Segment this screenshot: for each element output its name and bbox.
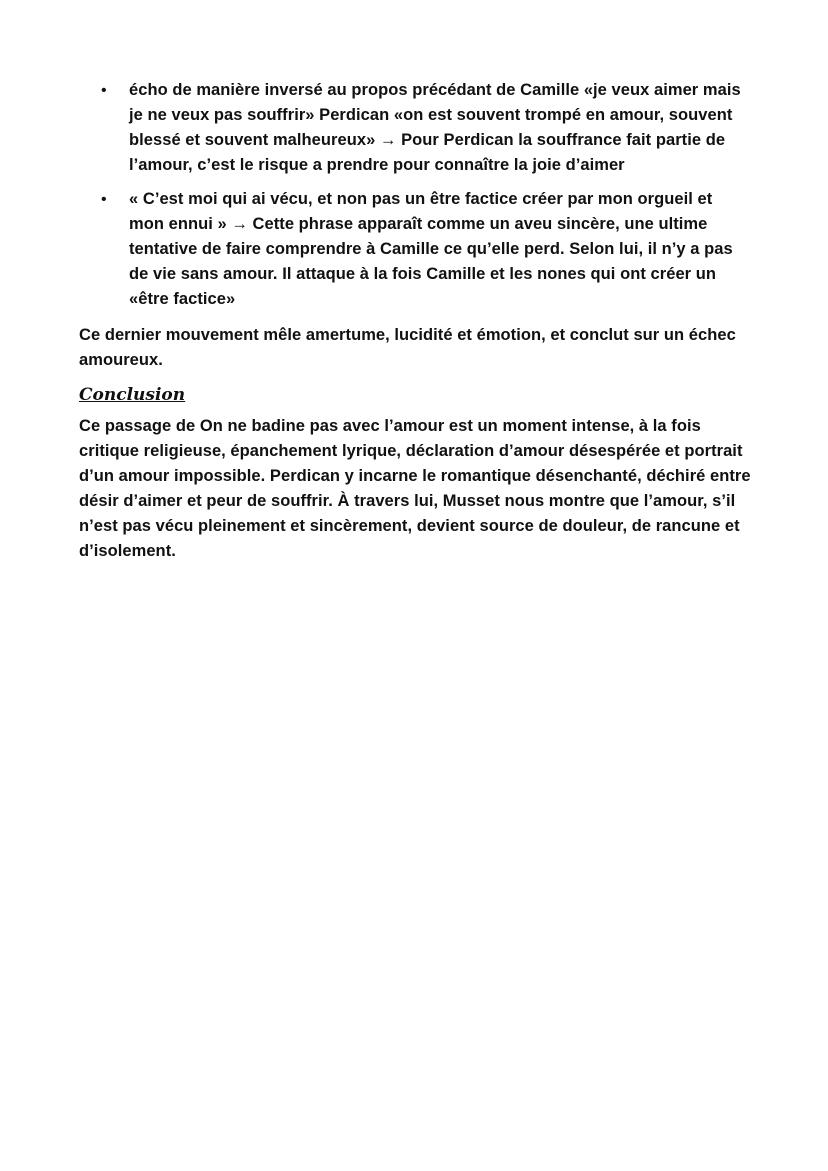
bullet-icon: • (101, 82, 107, 99)
bullet-item-citation (79, 187, 751, 312)
bullet-list (79, 78, 751, 312)
conclusion-paragraph: Ce passage de On ne badine pas avec l’amour est un moment intense, à la fois critique religieuse, épanchement lyrique, déclaration d’amour désespérée et portrait d’un amour impossible. Perdican y incarne le romantique désenchanté, déchiré entre désir d’aimer et peur de souffrir. À travers lui, Musset nous montre que l’amour, s’il n’est pas vécu pleinement et sincèrement, devient source de douleur, de rancune et d’isolement. (79, 417, 751, 560)
bullet-text: écho de manière inversé au propos précédant de Camille «je veux aimer mais je ne veux pas souffrir» Perdican «on est souvent trompé en amour, souvent blessé et souvent malheureux» → Pour Perdican la souffrance fait partie de l’amour, c’est le risque a prendre pour connaître la joie d’aimer (129, 81, 741, 174)
bullet-icon: • (101, 191, 107, 208)
bullet-text: « C’est moi qui ai vécu, et non pas un être factice créer par mon orgueil et mon ennui » → Cette phrase apparaît comme un aveu sincère, une ultime tentative de faire comprendre à Camille ce qu’elle perd. Selon lui, il n’y a pas de vie sans amour. Il attaque à la fois Camille et les nones qui ont créer un «être factice» (129, 190, 733, 308)
bullet-item-echo (79, 78, 751, 178)
document-content (79, 78, 751, 564)
mouvement-summary-paragraph: Ce dernier mouvement mêle amertume, lucidité et émotion, et conclut sur un échec amoureux. (79, 326, 736, 369)
conclusion-heading: Conclusion (79, 385, 186, 405)
